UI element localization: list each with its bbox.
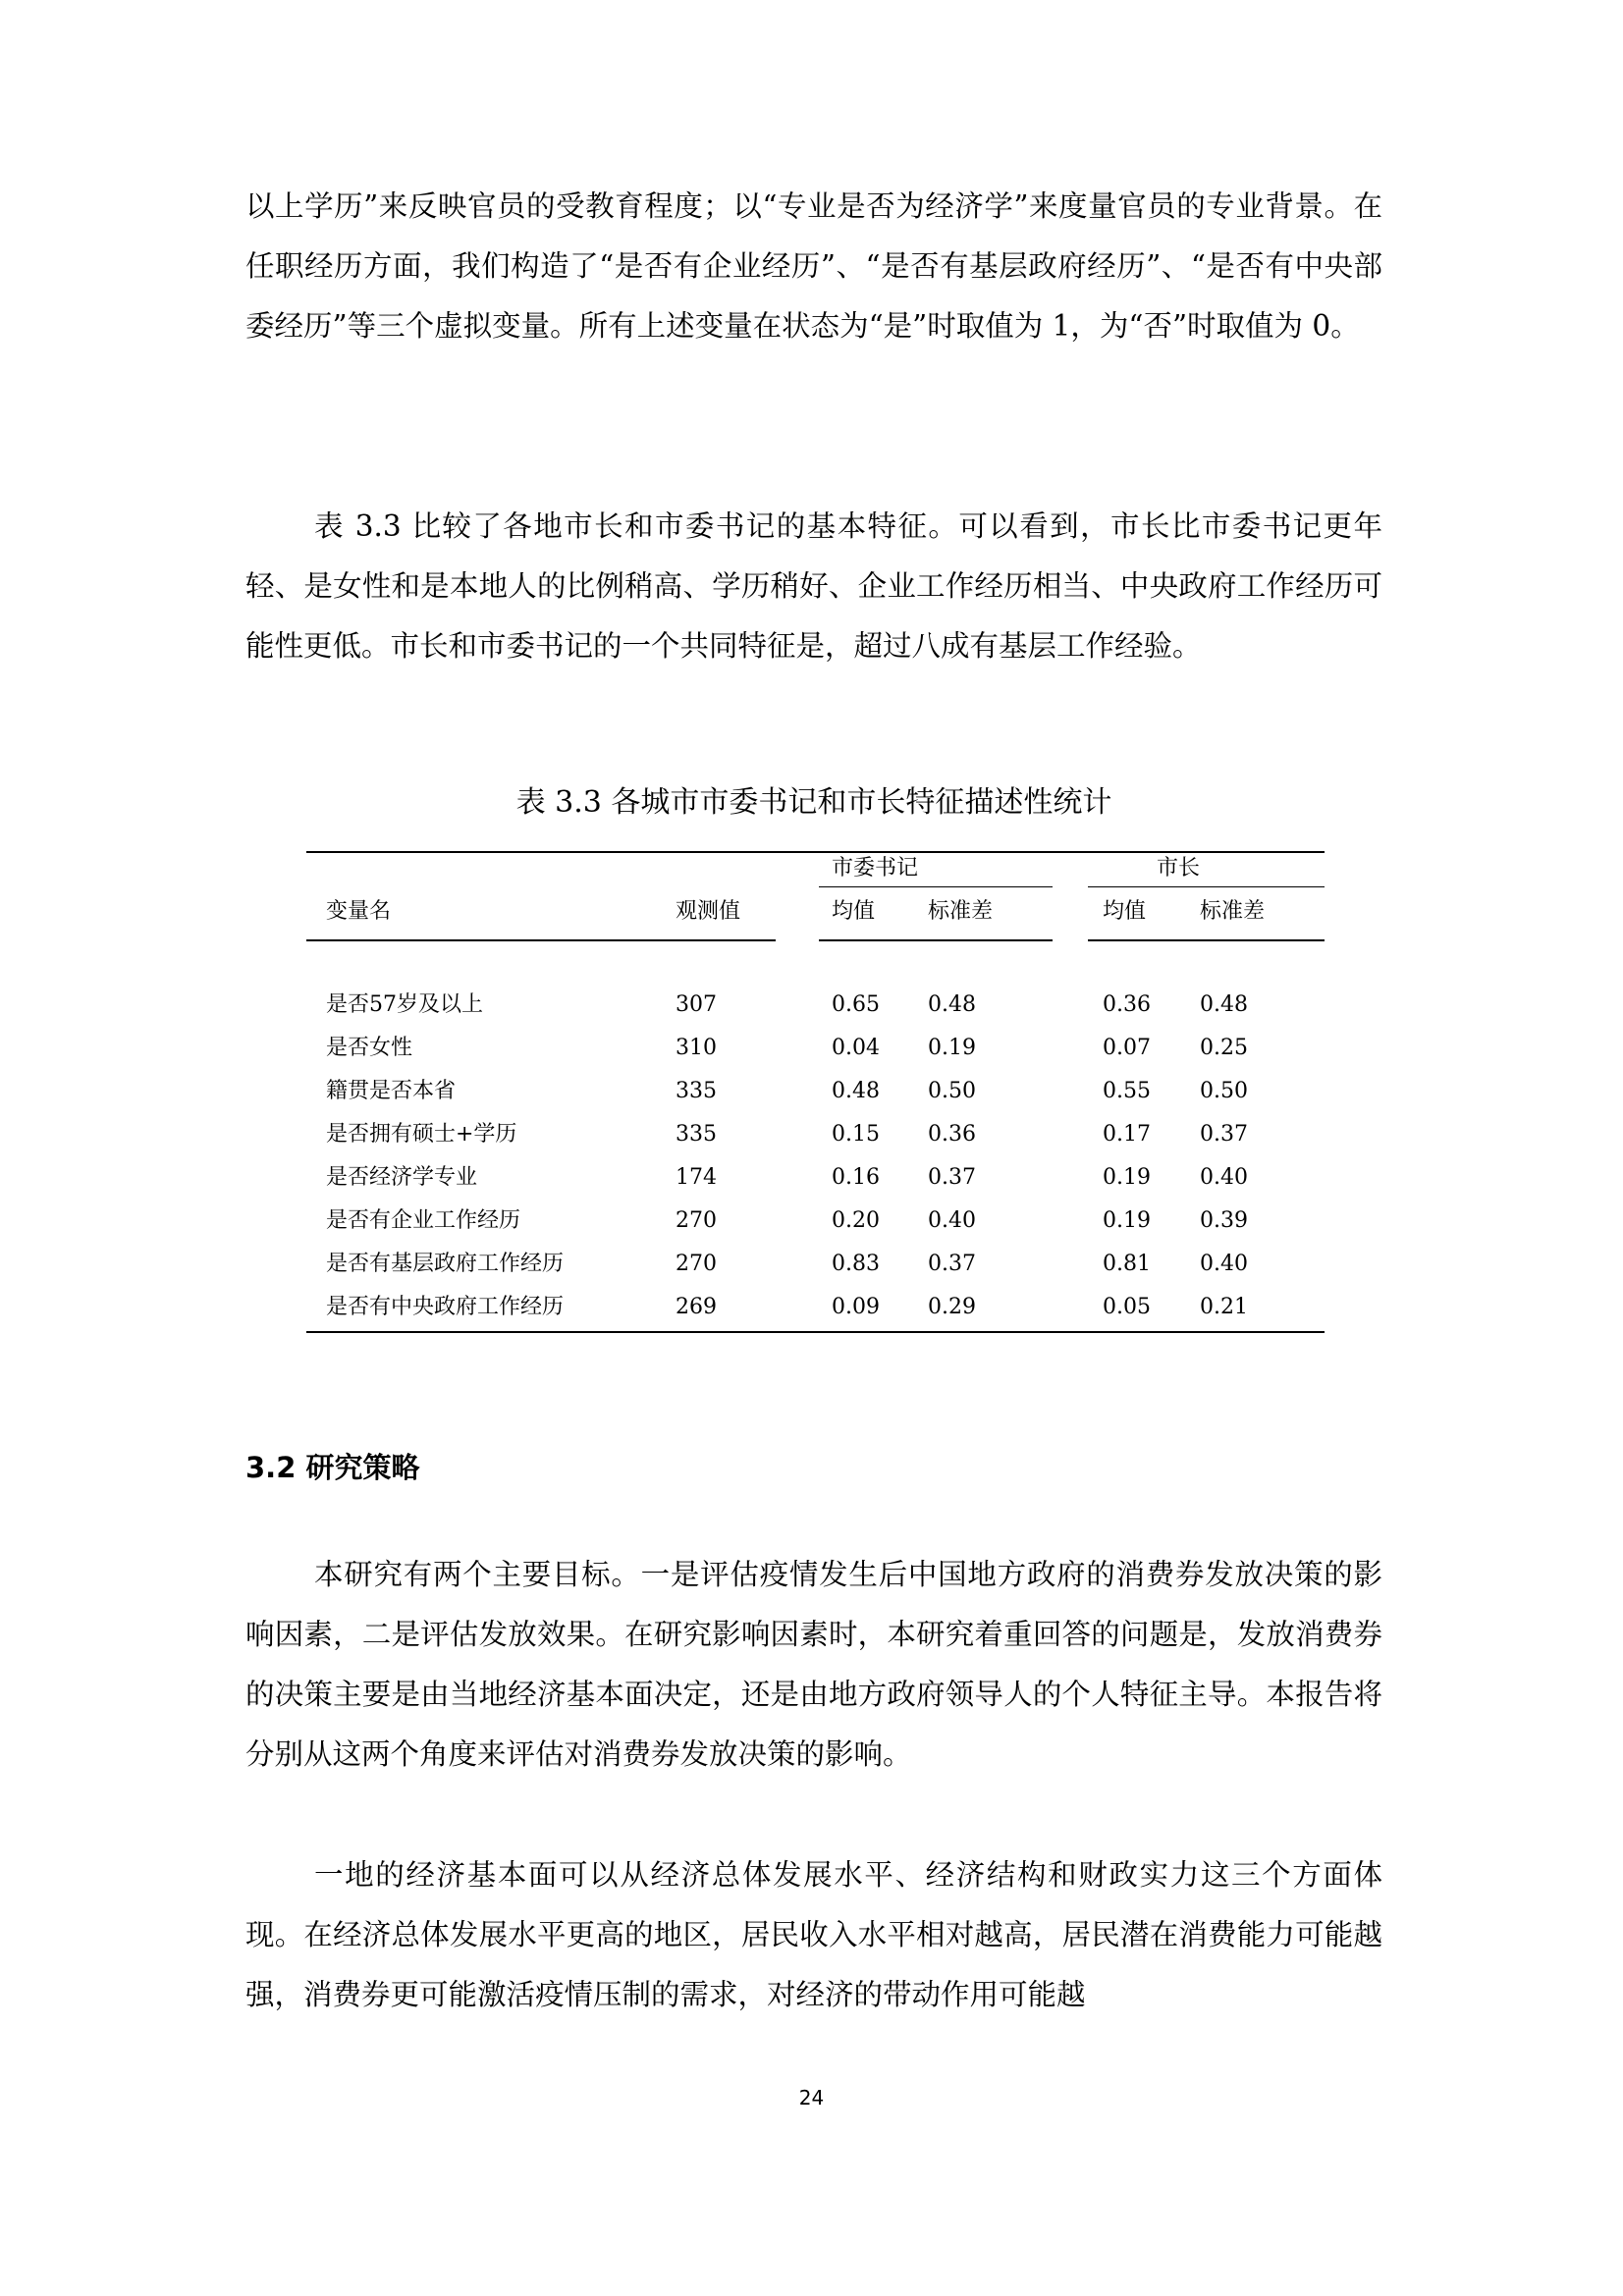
table-row <box>306 1293 1325 1322</box>
secretary-sd: 0.29 <box>928 1295 976 1319</box>
column-header-observations: 观测值 <box>676 899 741 924</box>
secretary-mean: 0.20 <box>832 1208 880 1233</box>
secretary-mean: 0.04 <box>832 1036 880 1060</box>
table-row <box>306 1077 1325 1106</box>
body-paragraph-2: 表 3.3 比较了各地市长和市委书记的基本特征。可以看到，市长比市委书记更年轻、是女性和是本地人的比例稍高、学历稍好、企业工作经历相当、中央政府工作经历可能性更低。市长和市委书记的一个共同特征是，超过八成有基层工作经验。 <box>245 509 1382 663</box>
observations: 335 <box>676 1079 717 1103</box>
mayor-mean: 0.55 <box>1103 1079 1151 1103</box>
mayor-group-underline <box>1088 886 1325 887</box>
mayor-mean: 0.17 <box>1103 1122 1151 1147</box>
secretary-mean: 0.09 <box>832 1295 880 1319</box>
observations: 335 <box>676 1122 717 1147</box>
header-rule-secretary <box>819 939 1053 941</box>
mayor-mean: 0.19 <box>1103 1165 1151 1190</box>
column-header-mayor-mean: 均值 <box>1103 899 1147 924</box>
mayor-sd: 0.50 <box>1200 1079 1248 1103</box>
secretary-sd: 0.50 <box>928 1079 976 1103</box>
observations: 270 <box>676 1208 717 1233</box>
variable-name: 是否经济学专业 <box>326 1165 478 1190</box>
group-header-mayor: 市长 <box>1157 856 1201 881</box>
mayor-mean: 0.36 <box>1103 992 1151 1017</box>
mayor-sd: 0.21 <box>1200 1295 1248 1319</box>
observations: 310 <box>676 1036 717 1060</box>
secretary-sd: 0.36 <box>928 1122 976 1147</box>
secretary-sd: 0.40 <box>928 1208 976 1233</box>
table-row <box>306 1163 1325 1193</box>
mayor-mean: 0.05 <box>1103 1295 1151 1319</box>
mayor-sd: 0.48 <box>1200 992 1248 1017</box>
table-caption: 表 3.3 各城市市委书记和市长特征描述性统计 <box>515 785 1112 820</box>
table-bottom-rule <box>306 1331 1325 1333</box>
mayor-mean: 0.07 <box>1103 1036 1151 1060</box>
variable-name: 是否有企业工作经历 <box>326 1208 521 1233</box>
mayor-sd: 0.40 <box>1200 1165 1248 1190</box>
mayor-sd: 0.39 <box>1200 1208 1248 1233</box>
secretary-sd: 0.48 <box>928 992 976 1017</box>
secretary-sd: 0.37 <box>928 1165 976 1190</box>
observations: 174 <box>676 1165 717 1190</box>
column-header-secretary-mean: 均值 <box>832 899 876 924</box>
body-paragraph-1: 以上学历”来反映官员的受教育程度；以“专业是否为经济学”来度量官员的专业背景。在任职经历方面，我们构造了“是否有企业经历”、“是否有基层政府经历”、“是否有中央部委经历”等三个虚拟变量。所有上述变量在状态为“是”时取值为 1，为“否”时取值为 0。 <box>245 189 1382 343</box>
variable-name: 是否57岁及以上 <box>326 992 483 1017</box>
page-number: 24 <box>798 2086 825 2109</box>
variable-name: 是否女性 <box>326 1036 413 1060</box>
secretary-group-underline <box>819 886 1053 887</box>
table-row <box>306 1034 1325 1063</box>
secretary-sd: 0.37 <box>928 1252 976 1276</box>
header-rule-left <box>306 939 776 941</box>
table-row <box>306 1250 1325 1279</box>
mayor-sd: 0.37 <box>1200 1122 1248 1147</box>
body-paragraph-4: 一地的经济基本面可以从经济总体发展水平、经济结构和财政实力这三个方面体现。在经济总体发展水平更高的地区，居民收入水平相对越高，居民潜在消费能力可能越强，消费券更可能激活疫情压制的需求，对经济的带动作用可能越 <box>245 1858 1382 2011</box>
secretary-mean: 0.16 <box>832 1165 880 1190</box>
variable-name: 是否有中央政府工作经历 <box>326 1295 565 1319</box>
statistics-table <box>306 851 1325 1337</box>
secretary-mean: 0.15 <box>832 1122 880 1147</box>
mayor-sd: 0.40 <box>1200 1252 1248 1276</box>
column-header-variable: 变量名 <box>326 899 392 924</box>
mayor-mean: 0.81 <box>1103 1252 1151 1276</box>
variable-name: 是否拥有硕士+学历 <box>326 1122 517 1147</box>
table-row <box>306 1120 1325 1149</box>
secretary-sd: 0.19 <box>928 1036 976 1060</box>
secretary-mean: 0.83 <box>832 1252 880 1276</box>
group-header-secretary: 市委书记 <box>832 856 919 881</box>
table-row <box>306 1206 1325 1236</box>
secretary-mean: 0.65 <box>832 992 880 1017</box>
mayor-sd: 0.25 <box>1200 1036 1248 1060</box>
table-top-rule <box>306 851 1325 853</box>
variable-name: 是否有基层政府工作经历 <box>326 1252 565 1276</box>
body-paragraph-3: 本研究有两个主要目标。一是评估疫情发生后中国地方政府的消费券发放决策的影响因素，二是评估发放效果。在研究影响因素时，本研究着重回答的问题是，发放消费券的决策主要是由当地经济基本面决定，还是由地方政府领导人的个人特征主导。本报告将分别从这两个角度来评估对消费券发放决策的影响。 <box>245 1558 1382 1771</box>
observations: 307 <box>676 992 717 1017</box>
column-header-mayor-sd: 标准差 <box>1200 899 1266 924</box>
observations: 269 <box>676 1295 717 1319</box>
header-rule-mayor <box>1088 939 1325 941</box>
variable-name: 籍贯是否本省 <box>326 1079 457 1103</box>
observations: 270 <box>676 1252 717 1276</box>
table-row <box>306 990 1325 1020</box>
column-header-secretary-sd: 标准差 <box>928 899 994 924</box>
secretary-mean: 0.48 <box>832 1079 880 1103</box>
section-heading: 3.2 研究策略 <box>245 1451 420 1484</box>
mayor-mean: 0.19 <box>1103 1208 1151 1233</box>
